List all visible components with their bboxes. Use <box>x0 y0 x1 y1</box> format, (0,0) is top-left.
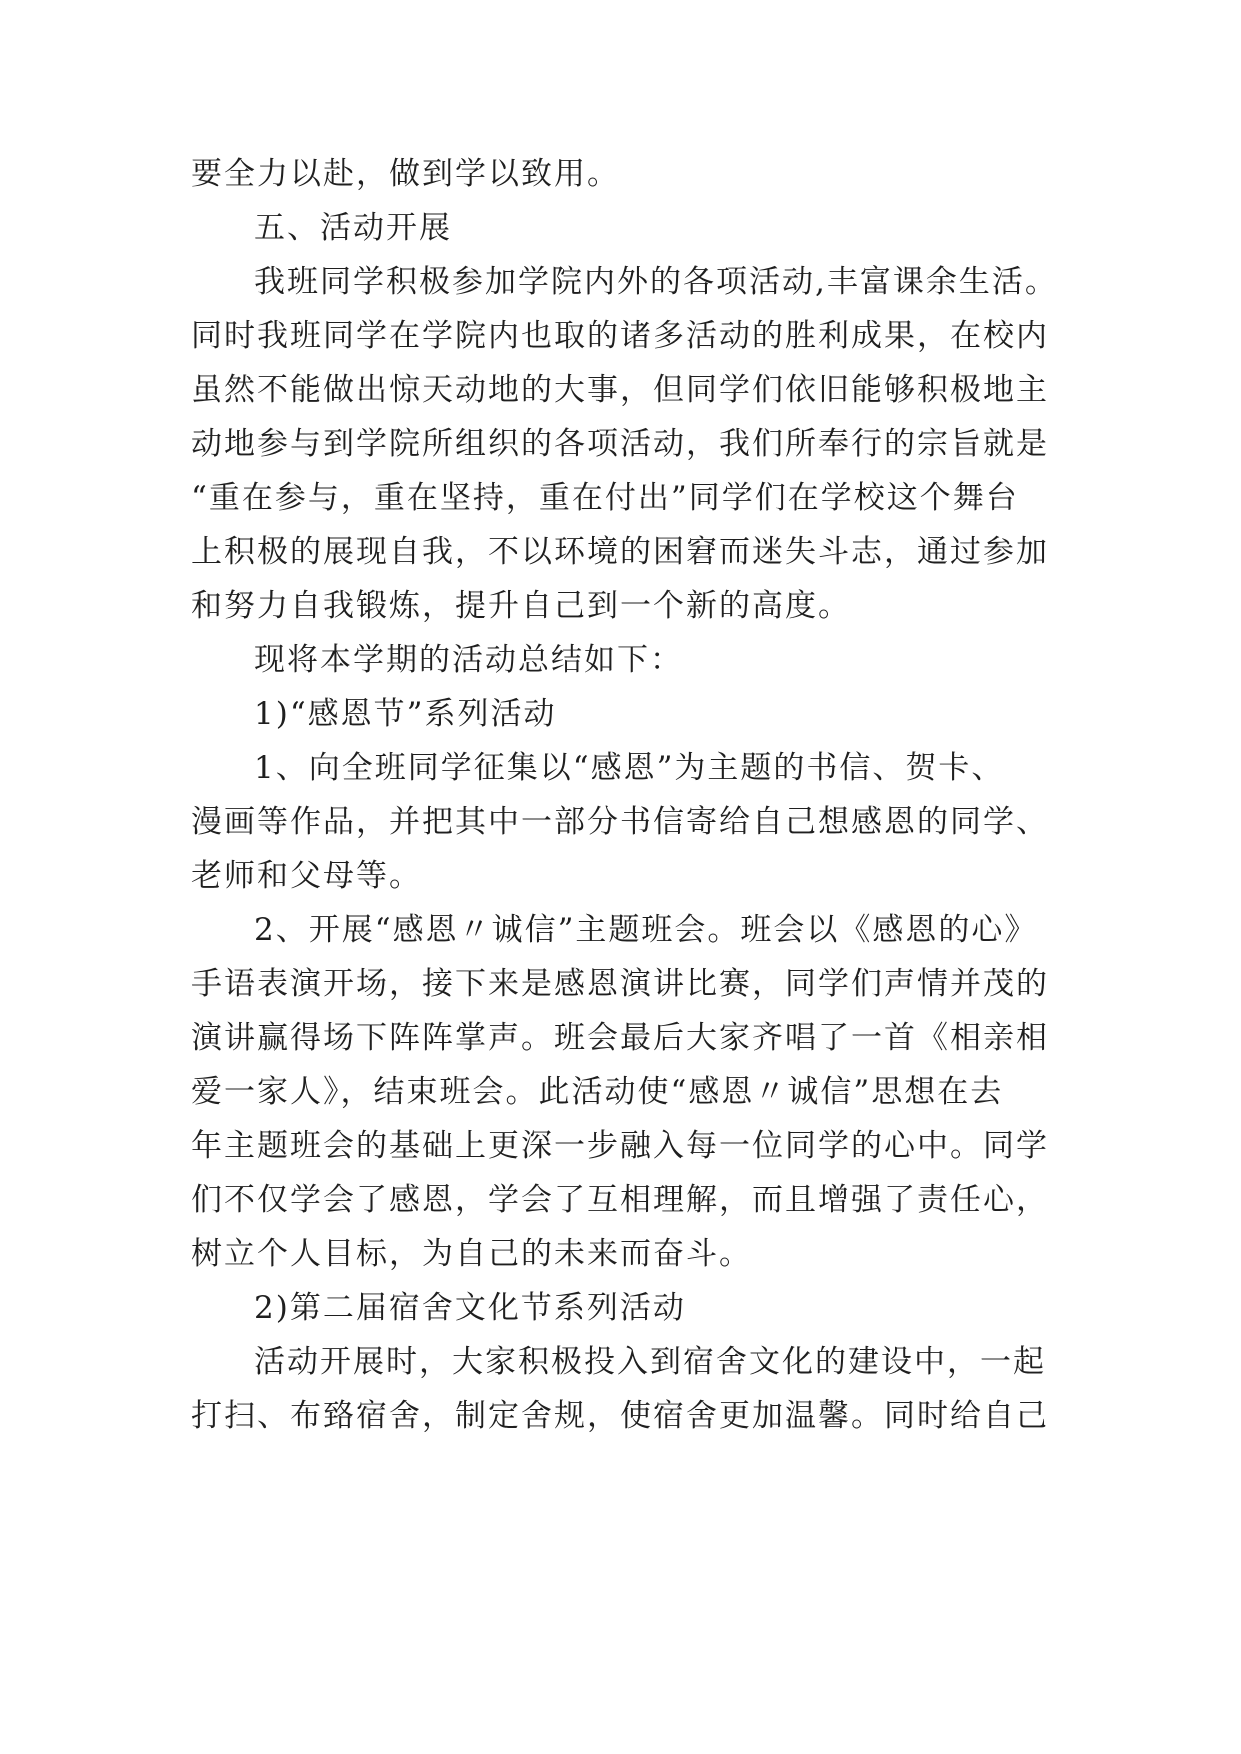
text-line: 动地参与到学院所组织的各项活动，我们所奉行的宗旨就是 <box>191 426 1049 462</box>
text-line: 1、向全班同学征集以“感恩”为主题的书信、贺卡、 <box>254 750 1005 786</box>
text-line: 漫画等作品，并把其中一部分书信寄给自己想感恩的同学、 <box>191 804 1049 840</box>
text-line: 2、开展“感恩〃诚信”主题班会。班会以《感恩的心》 <box>254 912 1038 948</box>
section-heading: 五、活动开展 <box>254 210 452 246</box>
text-line: 树立个人目标，为自己的未来而奋斗。 <box>191 1236 752 1272</box>
text-line: 手语表演开场，接下来是感恩演讲比赛，同学们声情并茂的 <box>191 966 1049 1002</box>
text-line: “重在参与，重在坚持，重在付出”同学们在学校这个舞台 <box>191 480 1019 516</box>
text-line: 演讲赢得场下阵阵掌声。班会最后大家齐唱了一首《相亲相 <box>191 1020 1049 1056</box>
text-line: 打扫、布臵宿舍，制定舍规，使宿舍更加温馨。同时给自己 <box>191 1398 1049 1434</box>
text-line: 爱一家人》，结束班会。此活动使“感恩〃诚信”思想在去 <box>191 1074 1004 1110</box>
body-text <box>191 147 1071 1443</box>
text-line: 上积极的展现自我，不以环境的困窘而迷失斗志，通过参加 <box>191 534 1049 570</box>
text-line: 老师和父母等。 <box>191 858 422 894</box>
subsection-heading: 2)第二届宿舍文化节系列活动 <box>254 1290 686 1326</box>
text-line: 要全力以赴，做到学以致用。 <box>191 156 620 192</box>
text-line: 现将本学期的活动总结如下： <box>254 642 683 678</box>
text-line: 同时我班同学在学院内也取的诸多活动的胜利成果，在校内 <box>191 318 1049 354</box>
subsection-heading: 1)“感恩节”系列活动 <box>254 696 557 732</box>
text-line: 活动开展时，大家积极投入到宿舍文化的建设中，一起 <box>254 1344 1046 1380</box>
text-line: 们不仅学会了感恩，学会了互相理解，而且增强了责任心， <box>191 1182 1049 1218</box>
text-line: 和努力自我锻炼，提升自己到一个新的高度。 <box>191 588 851 624</box>
text-line: 虽然不能做出惊天动地的大事，但同学们依旧能够积极地主 <box>191 372 1049 408</box>
text-line: 年主题班会的基础上更深一步融入每一位同学的心中。同学 <box>191 1128 1049 1164</box>
text-line: 我班同学积极参加学院内外的各项活动,丰富课余生活。 <box>254 264 1058 300</box>
